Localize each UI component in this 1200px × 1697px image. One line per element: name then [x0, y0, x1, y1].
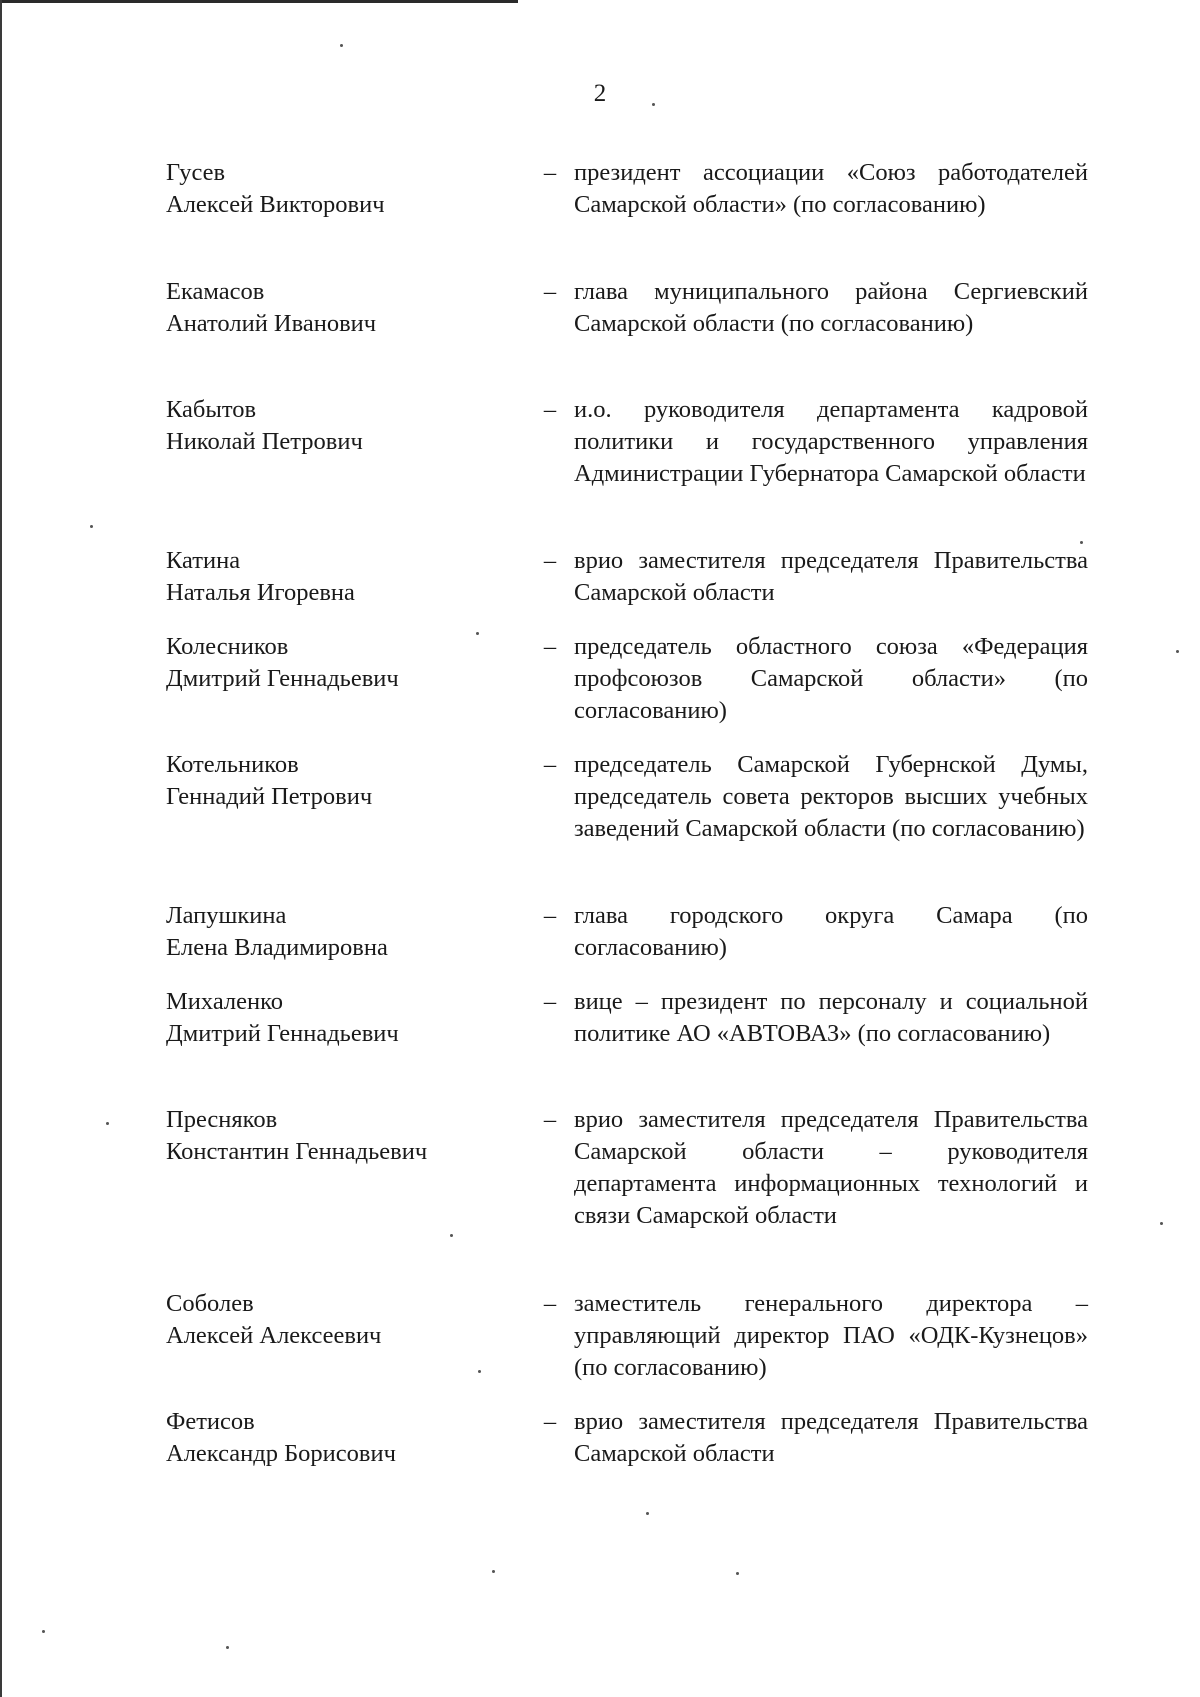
- member-surname: Кабытов: [166, 396, 257, 423]
- member-given-names: Константин Геннадьевич: [166, 1138, 428, 1165]
- member-given-names: Николай Петрович: [166, 428, 363, 455]
- member-role: вице – президент по персоналу и социальной политике АО «АВТОВАЗ» (по согласованию): [574, 988, 1088, 1047]
- member-name: [166, 749, 526, 813]
- scan-speck: [646, 1512, 649, 1515]
- scan-speck: [1080, 541, 1083, 544]
- dash-separator: –: [543, 988, 557, 1015]
- member-given-names: Наталья Игоревна: [166, 579, 355, 606]
- scan-speck: [226, 1646, 229, 1649]
- dash-separator: –: [543, 751, 557, 778]
- member-given-names: Александр Борисович: [166, 1440, 396, 1467]
- top-rule: [0, 0, 518, 3]
- dash-separator: –: [543, 547, 557, 574]
- member-given-names: Елена Владимировна: [166, 934, 388, 961]
- dash-separator: –: [543, 1408, 557, 1435]
- dash-separator: –: [543, 396, 557, 423]
- member-role: председатель Самарской Губернской Думы, председатель совета ректоров высших учебных заведений Самарской области (по согласованию): [574, 751, 1088, 842]
- scan-speck: [450, 1234, 453, 1237]
- member-name: [166, 1104, 526, 1168]
- member-name: [166, 545, 526, 609]
- member-name: [166, 1406, 526, 1470]
- dash-separator: –: [543, 633, 557, 660]
- dash-separator: –: [543, 159, 557, 186]
- member-name: [166, 1288, 526, 1352]
- member-given-names: Геннадий Петрович: [166, 783, 373, 810]
- scan-speck: [476, 632, 479, 635]
- member-role: врио заместителя председателя Правительства Самарской области: [574, 1408, 1088, 1467]
- member-given-names: Алексей Алексеевич: [166, 1322, 382, 1349]
- member-role: заместитель генерального директора – управляющий директор ПАО «ОДК-Кузнецов» (по согласованию): [574, 1290, 1088, 1381]
- member-given-names: Алексей Викторович: [166, 191, 385, 218]
- member-role: глава городского округа Самара (по согласованию): [574, 902, 1088, 961]
- scan-speck: [340, 44, 343, 47]
- member-surname: Котельников: [166, 751, 299, 778]
- member-role: врио заместителя председателя Правительства Самарской области – руководителя департамента информационных технологий и связи Самарской области: [574, 1106, 1088, 1229]
- member-role: врио заместителя председателя Правительства Самарской области: [574, 547, 1088, 606]
- member-name: [166, 276, 526, 340]
- member-role: и.о. руководителя департамента кадровой политики и государственного управления Администрации Губернатора Самарской области: [574, 396, 1088, 487]
- member-given-names: Анатолий Иванович: [166, 310, 377, 337]
- scan-speck: [42, 1630, 45, 1633]
- member-surname: Соболев: [166, 1290, 254, 1317]
- member-surname: Катина: [166, 547, 241, 574]
- member-name: [166, 157, 526, 221]
- scan-speck: [736, 1572, 739, 1575]
- dash-separator: –: [543, 902, 557, 929]
- member-surname: Колесников: [166, 633, 289, 660]
- member-role: глава муниципального района Сергиевский Самарской области (по согласованию): [574, 278, 1088, 337]
- member-role: президент ассоциации «Союз работодателей Самарской области» (по согласованию): [574, 159, 1088, 218]
- member-name: [166, 986, 526, 1050]
- member-name: [166, 394, 526, 458]
- member-surname: Фетисов: [166, 1408, 255, 1435]
- dash-separator: –: [543, 1290, 557, 1317]
- page-number: 2: [593, 80, 607, 107]
- member-surname: Лапушкина: [166, 902, 287, 929]
- scan-speck: [652, 103, 655, 106]
- scan-speck: [1160, 1222, 1163, 1225]
- scan-speck: [1176, 650, 1179, 653]
- member-surname: Екамасов: [166, 278, 265, 305]
- member-surname: Гусев: [166, 159, 226, 186]
- member-given-names: Дмитрий Геннадьевич: [166, 665, 399, 692]
- scan-speck: [106, 1122, 109, 1125]
- member-role: председатель областного союза «Федерация профсоюзов Самарской области» (по согласованию): [574, 633, 1088, 724]
- dash-separator: –: [543, 1106, 557, 1133]
- dash-separator: –: [543, 278, 557, 305]
- scan-speck: [90, 525, 93, 528]
- member-name: [166, 900, 526, 964]
- scan-speck: [478, 1370, 481, 1373]
- left-edge-scan-border: [0, 0, 2, 1697]
- member-surname: Михаленко: [166, 988, 284, 1015]
- scan-speck: [492, 1570, 495, 1573]
- member-name: [166, 631, 526, 695]
- member-given-names: Дмитрий Геннадьевич: [166, 1020, 399, 1047]
- member-surname: Пресняков: [166, 1106, 278, 1133]
